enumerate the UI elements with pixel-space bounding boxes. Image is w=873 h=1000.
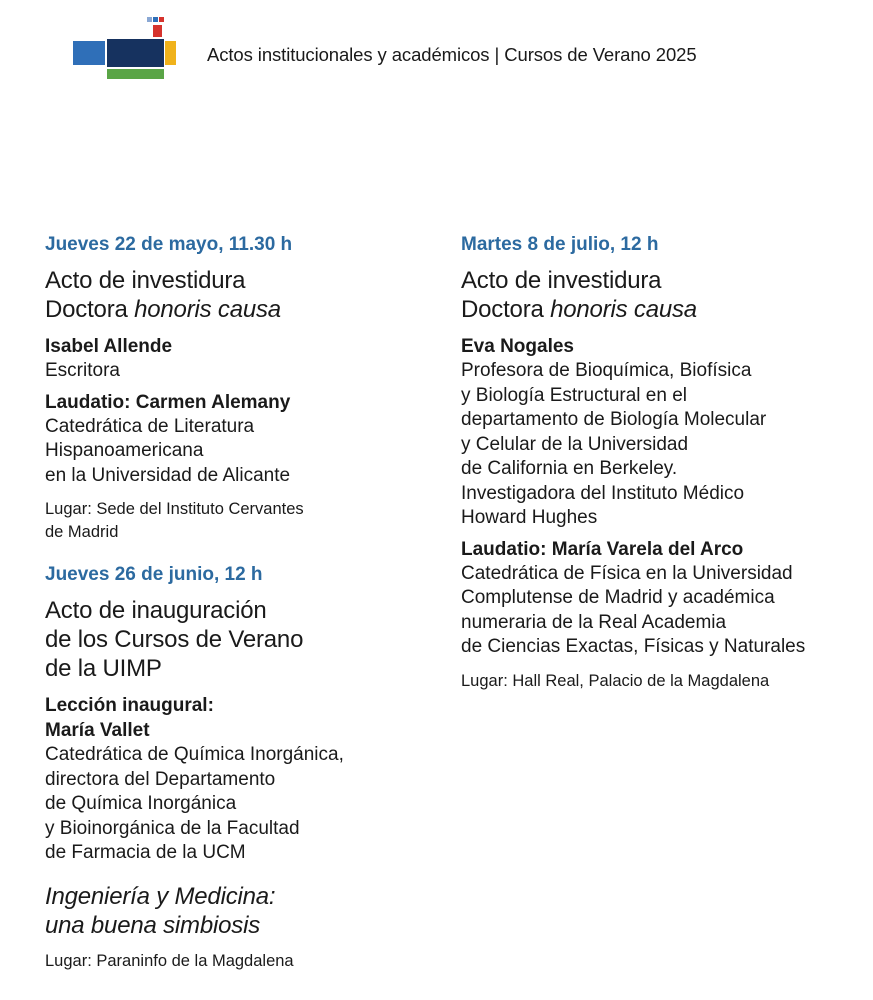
honoree-desc-line: de California en Berkeley. <box>461 458 678 479</box>
lesson-title <box>45 882 445 940</box>
place-line: Lugar: Paraninfo de la Magdalena <box>45 951 294 970</box>
laudatio-name: Laudatio: Carmen Alemany <box>45 391 291 413</box>
header-title: Actos institucionales y académicos | Cursos de Verano 2025 <box>207 44 697 65</box>
honoree-desc-line: Investigadora del Instituto Médico <box>461 482 745 504</box>
event-place <box>461 670 871 693</box>
logo-green-bar <box>107 69 164 79</box>
event-title-line <box>45 295 445 324</box>
logo-small-square-1 <box>147 17 152 22</box>
lecturer-name: María Vallet <box>45 720 150 741</box>
right-column <box>461 232 871 693</box>
event-title <box>461 266 871 324</box>
logo-small-square-3 <box>159 17 164 22</box>
event-title-italic: honoris causa <box>134 296 281 323</box>
honoree-desc-line: y Celular de la Universidad <box>461 433 689 455</box>
event-inauguracion <box>45 562 445 973</box>
laudatio-description <box>45 415 445 489</box>
place-line: Lugar: Hall Real, Palacio de la Magdalena <box>461 671 770 690</box>
uimp-logo <box>73 17 177 79</box>
event-title <box>45 266 445 324</box>
laudatio-desc-line: de Ciencias Exactas, Físicas y Naturales <box>461 636 806 657</box>
event-place <box>45 950 445 973</box>
logo-small-square-2 <box>153 17 158 22</box>
honoree-name: Eva Nogales <box>461 336 574 357</box>
lesson-title-line: una buena simbiosis <box>45 911 261 939</box>
laudatio-desc-line: numeraria de la Real Academia <box>461 611 727 633</box>
event-title-line: de la UIMP <box>45 655 162 682</box>
honoree-role <box>45 359 445 384</box>
event-title-line: Acto de investidura <box>45 267 246 294</box>
event-title-line: Acto de investidura <box>461 267 662 294</box>
honoree-name: Isabel Allende <box>45 336 173 357</box>
event-date: Martes 8 de julio, 12 h <box>461 234 659 255</box>
event-title-plain: Doctora <box>45 296 135 323</box>
event-investidura-allende <box>45 232 445 544</box>
event-title-italic: honoris causa <box>550 296 697 323</box>
event-title-line <box>461 295 871 324</box>
laudatio-description <box>461 562 871 660</box>
laudatio-name: Laudatio: María Varela del Arco <box>461 538 744 560</box>
honoree-desc-line: Profesora de Bioquímica, Biofísica <box>461 360 752 381</box>
place-line: Lugar: Sede del Instituto Cervantes <box>45 500 304 518</box>
logo-navy-block <box>107 39 164 67</box>
left-column <box>45 232 445 973</box>
lecturer-desc-line: de Farmacia de la UCM <box>45 842 246 863</box>
logo-red-square <box>153 25 162 37</box>
laudatio-desc-line: Catedrática de Literatura <box>45 415 255 437</box>
event-date: Jueves 22 de mayo, 11.30 h <box>45 234 293 255</box>
event-title-line: Acto de inauguración <box>45 597 267 624</box>
lesson-label: Lección inaugural: <box>45 695 214 716</box>
laudatio-desc-line: Complutense de Madrid y académica <box>461 587 775 608</box>
event-investidura-nogales <box>461 232 871 693</box>
honoree-desc-line: y Biología Estructural en el <box>461 384 688 406</box>
lecturer-desc-line: y Bioinorgánica de la Facultad <box>45 817 300 839</box>
honoree-role-line: Escritora <box>45 360 120 381</box>
lecturer-description <box>45 743 445 866</box>
event-place <box>45 498 445 544</box>
honoree-description <box>461 359 871 531</box>
laudatio-desc-line: Hispanoamericana <box>45 440 204 461</box>
lecturer-desc-line: directora del Departamento <box>45 768 276 790</box>
place-line: de Madrid <box>45 523 119 541</box>
event-title <box>45 596 445 683</box>
honoree-desc-line: departamento de Biología Molecular <box>461 409 767 430</box>
lecturer-desc-line: de Química Inorgánica <box>45 793 237 814</box>
event-title-plain: Doctora <box>461 296 551 323</box>
laudatio-desc-line: Catedrática de Física en la Universidad <box>461 562 793 584</box>
laudatio-desc-line: en la Universidad de Alicante <box>45 464 291 486</box>
lecturer-desc-line: Catedrática de Química Inorgánica, <box>45 744 344 765</box>
logo-blue-block <box>73 41 105 65</box>
spacer <box>45 544 445 562</box>
event-date: Jueves 26 de junio, 12 h <box>45 564 263 585</box>
logo-yellow-block <box>165 41 176 65</box>
lesson-title-line: Ingeniería y Medicina: <box>45 882 276 910</box>
event-title-line: de los Cursos de Verano <box>45 626 304 653</box>
honoree-desc-line: Howard Hughes <box>461 507 598 528</box>
